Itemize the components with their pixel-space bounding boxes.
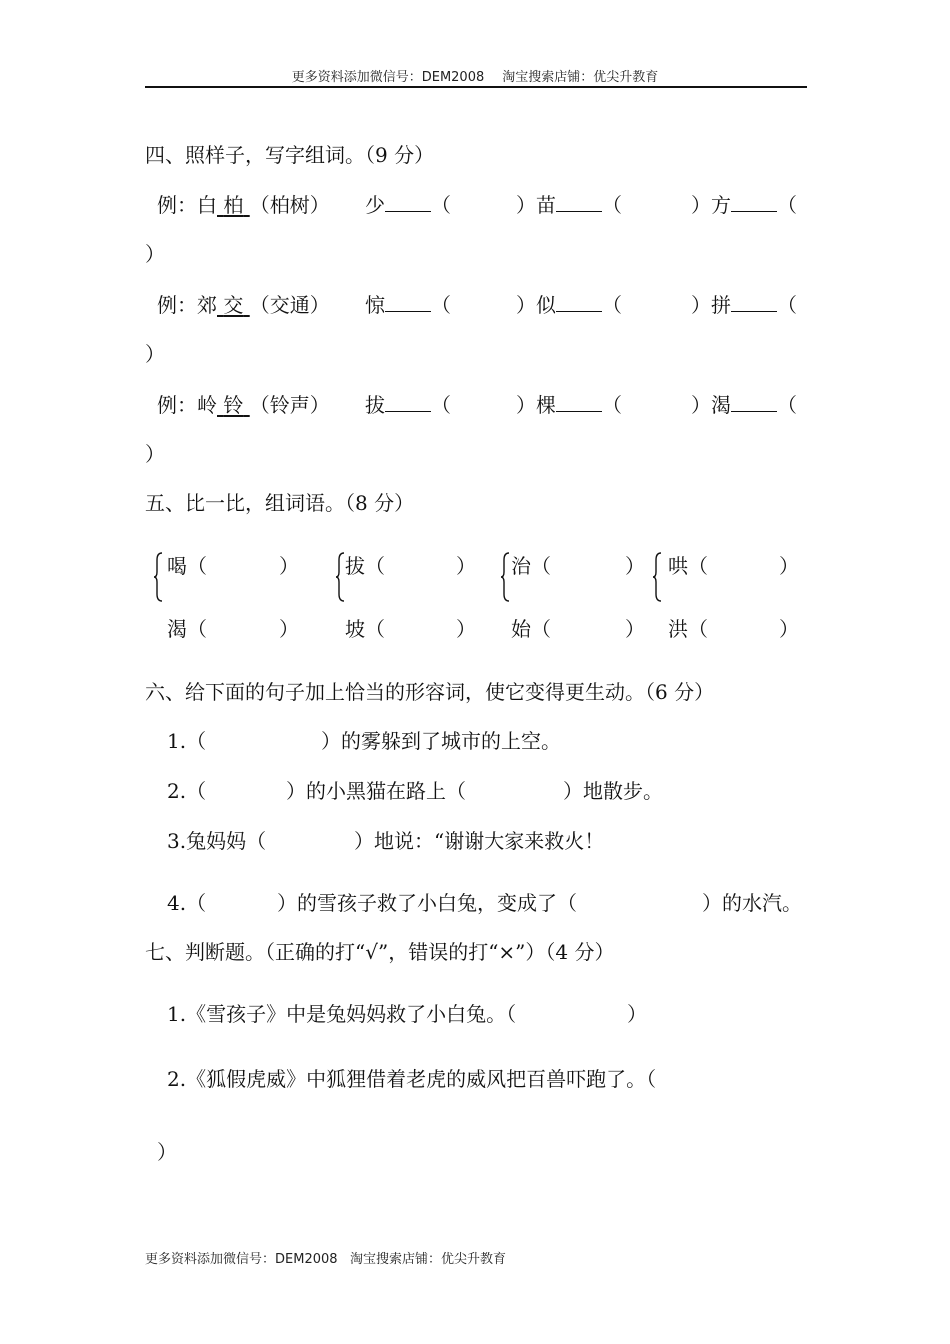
compare-pair-2-bottom: 坡（ [345, 617, 385, 641]
compare-close-paren: ） [779, 554, 799, 578]
compare-pair-2-top: 拔（ [345, 554, 385, 578]
compare-close-paren: ） [456, 554, 476, 578]
example-answer: 交 [223, 293, 244, 317]
compare-pair-1-bottom: 渴（ [167, 617, 207, 641]
s7-q2-text: 2.《狐假虎威》中狐狸借着老虎的威风把百兽吓跑了。（ [167, 1067, 657, 1091]
compare-close-paren: ） [625, 617, 645, 641]
brace-icon [652, 552, 662, 602]
compare-pair-3-top: 治（ [511, 554, 551, 578]
write-blank[interactable] [385, 295, 431, 312]
write-blank[interactable] [385, 395, 431, 412]
s6-q2-middle: ）的小黑猫在路上（ [286, 779, 466, 803]
s7-q1-text: 1.《雪孩子》中是兔妈妈救了小白兔。（ [167, 1002, 517, 1026]
compare-pair-4-top: 哄（ [668, 554, 708, 578]
row-2-item-a: 惊 （ [365, 293, 451, 317]
compare-close-paren: ） [279, 617, 299, 641]
footer-shop: 淘宝搜索店铺：优尖升教育 [349, 1252, 506, 1267]
s7-q1-close: ） [627, 1002, 647, 1026]
s6-q3-start: 3.兔妈妈（ [167, 829, 267, 853]
section-6-title: 六、给下面的句子加上恰当的形容词，使它变得更生动。（6 分） [145, 680, 715, 704]
s7-q2-close: ） [157, 1140, 177, 1164]
example-answer: 柏 [223, 193, 244, 217]
header-shop: 淘宝搜索店铺：优尖升教育 [502, 70, 659, 85]
row-2-close-paren: ） [145, 342, 165, 366]
row-1-item-b: ）苗 （ [516, 193, 622, 217]
write-blank[interactable] [731, 395, 777, 412]
row-1-item-c: ）方 （ [691, 193, 797, 217]
row-1-item-a: 少 （ [365, 193, 451, 217]
page-footer [145, 1248, 506, 1267]
s6-q4-end: ）的水汽。 [702, 891, 802, 915]
section-4-title: 四、照样子，写字组词。（9 分） [145, 143, 435, 167]
brace-icon [335, 552, 345, 602]
example-row-1: 例：白 柏 （柏树） [157, 193, 330, 217]
write-blank[interactable] [731, 295, 777, 312]
compare-pair-4-bottom: 洪（ [668, 617, 708, 641]
brace-icon [500, 552, 510, 602]
row-1-close-paren: ） [145, 242, 165, 266]
s6-q4-middle: ）的雪孩子救了小白兔，变成了（ [277, 891, 577, 915]
write-blank[interactable] [556, 195, 602, 212]
section-5-title: 五、比一比，组词语。（8 分） [145, 491, 415, 515]
write-blank[interactable] [556, 395, 602, 412]
compare-close-paren: ） [625, 554, 645, 578]
row-2-item-b: ）似 （ [516, 293, 622, 317]
compare-close-paren: ） [279, 554, 299, 578]
s6-q3-end: ）地说：“谢谢大家来救火！ [354, 829, 605, 853]
row-3-item-c: ）渴 （ [691, 393, 797, 417]
row-3-item-a: 拔 （ [365, 393, 451, 417]
header-wechat: 更多资料添加微信号：DEM2008 [291, 70, 485, 85]
example-answer: 铃 [223, 393, 244, 417]
write-blank[interactable] [556, 295, 602, 312]
footer-wechat: 更多资料添加微信号：DEM2008 [145, 1252, 338, 1267]
row-2-item-c: ）拼 （ [691, 293, 797, 317]
s6-q2-end: ）地散步。 [563, 779, 663, 803]
example-row-2: 例：郊 交 （交通） [157, 293, 330, 317]
s6-q1-start: 1.（ [167, 729, 207, 753]
page-header [0, 66, 950, 85]
example-row-3: 例：岭 铃 （铃声） [157, 393, 330, 417]
section-7-title: 七、判断题。（正确的打“√”，错误的打“×”）（4 分） [145, 940, 615, 964]
s6-q2-start: 2.（ [167, 779, 207, 803]
write-blank[interactable] [385, 195, 431, 212]
compare-close-paren: ） [779, 617, 799, 641]
compare-pair-3-bottom: 始（ [511, 617, 551, 641]
s6-q1-end: ）的雾躲到了城市的上空。 [321, 729, 561, 753]
s6-q4-start: 4.（ [167, 891, 207, 915]
row-3-item-b: ）棵 （ [516, 393, 622, 417]
compare-pair-1-top: 喝（ [167, 554, 207, 578]
row-3-close-paren: ） [145, 442, 165, 466]
header-rule [145, 86, 807, 88]
brace-icon [153, 552, 163, 602]
compare-close-paren: ） [456, 617, 476, 641]
write-blank[interactable] [731, 195, 777, 212]
